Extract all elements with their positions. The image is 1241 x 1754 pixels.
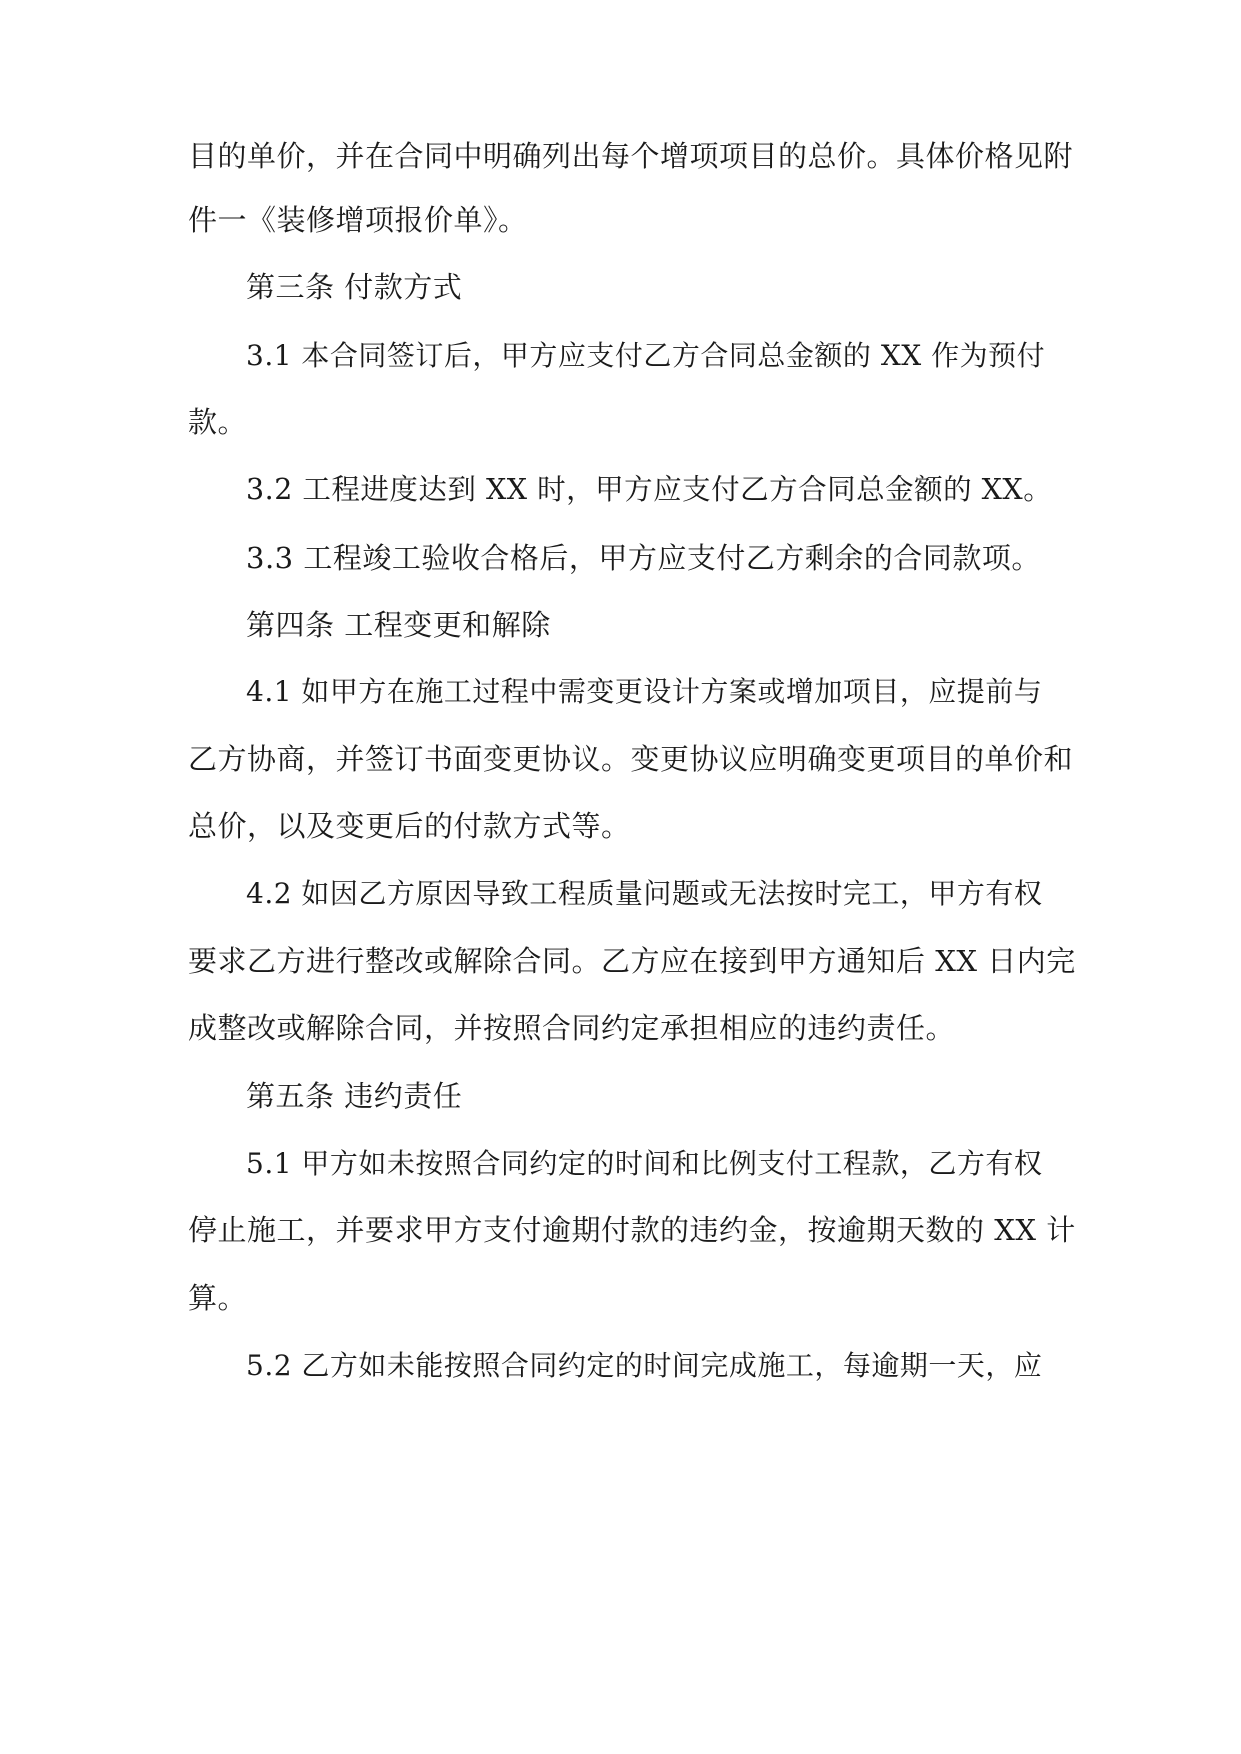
body-text-line: 件一《装修增项报价单》。 — [188, 203, 528, 237]
clause-4-2-line: 成整改或解除合同，并按照合同约定承担相应的违约责任。 — [188, 1011, 956, 1045]
section-heading: 第四条 工程变更和解除 — [246, 608, 551, 642]
clause-5-1-line: 算。 — [188, 1281, 248, 1315]
clause-5-1-line: 停止施工，并要求甲方支付逾期付款的违约金，按逾期天数的 XX 计 — [188, 1213, 1076, 1247]
clause-5-1-line: 5.1 甲方如未按照合同约定的时间和比例支付工程款，乙方有权 — [246, 1147, 1043, 1180]
clause-3-1-line: 款。 — [188, 405, 248, 439]
clause-4-2-line: 4.2 如因乙方原因导致工程质量问题或无法按时完工，甲方有权 — [246, 877, 1043, 910]
section-heading: 第三条 付款方式 — [246, 270, 463, 304]
clause-3-2-line: 3.2 工程进度达到 XX 时，甲方应支付乙方合同总金额的 XX。 — [246, 473, 1053, 506]
clause-5-2-line: 5.2 乙方如未能按照合同约定的时间完成施工，每逾期一天，应 — [246, 1349, 1043, 1382]
clause-4-1-line: 乙方协商，并签订书面变更协议。变更协议应明确变更项目的单价和 — [188, 742, 1074, 776]
section-heading: 第五条 违约责任 — [246, 1079, 463, 1113]
clause-4-1-line: 总价，以及变更后的付款方式等。 — [188, 809, 631, 843]
clause-3-3-line: 3.3 工程竣工验收合格后，甲方应支付乙方剩余的合同款项。 — [246, 541, 1041, 575]
clause-3-1-line: 3.1 本合同签订后，甲方应支付乙方合同总金额的 XX 作为预付 — [246, 339, 1046, 372]
body-text-line: 目的单价，并在合同中明确列出每个增项项目的总价。具体价格见附 — [188, 139, 1074, 173]
clause-4-2-line: 要求乙方进行整改或解除合同。乙方应在接到甲方通知后 XX 日内完 — [188, 944, 1076, 978]
clause-4-1-line: 4.1 如甲方在施工过程中需变更设计方案或增加项目，应提前与 — [246, 675, 1043, 708]
